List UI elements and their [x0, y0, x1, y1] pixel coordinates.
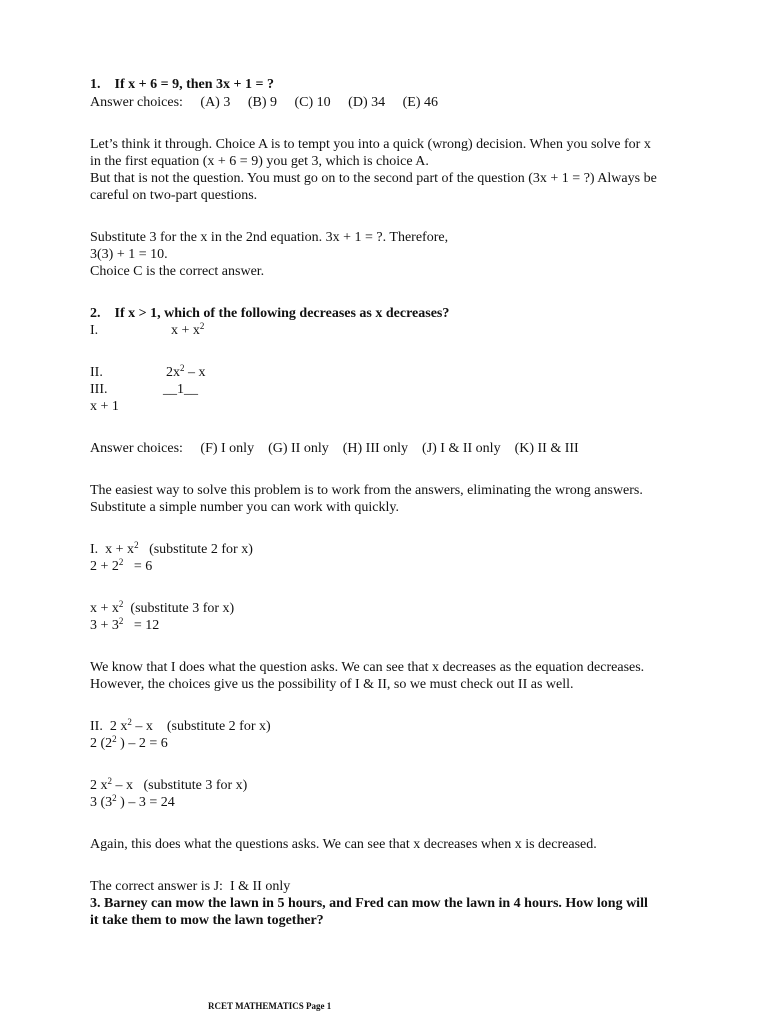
- q1-explanation-line: careful on two-part questions.: [90, 188, 258, 203]
- q2-step-line: $2 + 2^2 = 6$: [90, 557, 153, 574]
- q2-step-line: 2 ($2^2$ ) – 2 = 6: [90, 734, 168, 751]
- q1-solution-line: Substitute 3 for the x in the 2nd equation. 3x + 1 = ?. Therefore,: [90, 230, 449, 245]
- q3-heading-line: 3. Barney can mow the lawn in 5 hours, and Fred can mow the lawn in 4 hours. How long will: [90, 896, 648, 911]
- q1-explanation-line: But that is not the question. You must go on to the second part of the question (3x + 1 = ?) Always be: [90, 171, 657, 186]
- q2-option-iii-denominator: x + 1: [90, 399, 119, 414]
- q2-correct-answer: The correct answer is J: I & II only: [90, 879, 291, 894]
- q2-option-iii-expression: __1__: [163, 382, 198, 397]
- q2-option-i-expression: $x + x^2$: [171, 321, 205, 338]
- q2-explanation-line: Substitute a simple number you can work with quickly.: [90, 500, 399, 515]
- q2-step-line: 3 ($3^2$ ) – 3 = 24: [90, 793, 175, 810]
- q2-conclusion: Again, this does what the questions asks. We can see that x decreases when x is decreased.: [90, 837, 597, 852]
- q2-heading: 2. If x > 1, which of the following decreases as x decreases?: [90, 306, 450, 321]
- q2-step-line: $3 + 3^2 = 12$: [90, 616, 160, 633]
- q2-option-ii-expression: $2x^2$ – x: [166, 363, 206, 380]
- page-footer: RCET MATHEMATICS Page 1: [208, 1001, 332, 1011]
- q1-explanation-line: Let’s think it through. Choice A is to tempt you into a quick (wrong) decision. When you solve for x: [90, 137, 651, 152]
- q1-heading: 1. If x + 6 = 9, then 3x + 1 = ?: [90, 77, 274, 92]
- q2-step-line: I. $x + x^2$ (substitute 2 for x): [90, 540, 253, 557]
- q2-option-i-label: I.: [90, 323, 99, 338]
- q1-explanation-line: in the first equation (x + 6 = 9) you get 3, which is choice A.: [90, 154, 429, 169]
- q3-heading-line: it take them to mow the lawn together?: [90, 913, 324, 928]
- q2-option-ii-label: II.: [90, 365, 103, 380]
- q2-answer-choices: Answer choices: (F) I only (G) II only (H) III only (J) I & II only (K) II & III: [90, 441, 579, 456]
- q2-option-iii-label: III.: [90, 382, 108, 397]
- q2-step-line: $x + x^2$ (substitute 3 for x): [90, 599, 235, 616]
- q1-solution-line: 3(3) + 1 = 10.: [90, 247, 168, 262]
- q2-explanation-line: The easiest way to solve this problem is to work from the answers, eliminating the wrong answers.: [90, 483, 643, 498]
- q2-step-line: II. 2 $x^2$ – x (substitute 2 for x): [90, 717, 271, 734]
- q2-step-line: 2 $x^2$ – x (substitute 3 for x): [90, 776, 248, 793]
- q2-explanation-line: However, the choices give us the possibility of I & II, so we must check out II as well.: [90, 677, 574, 692]
- q1-answer-choices: Answer choices: (A) 3 (B) 9 (C) 10 (D) 34 (E) 46: [90, 95, 438, 110]
- q1-solution-line: Choice C is the correct answer.: [90, 264, 265, 279]
- q2-explanation-line: We know that I does what the question asks. We can see that x decreases as the equation decreases.: [90, 660, 645, 675]
